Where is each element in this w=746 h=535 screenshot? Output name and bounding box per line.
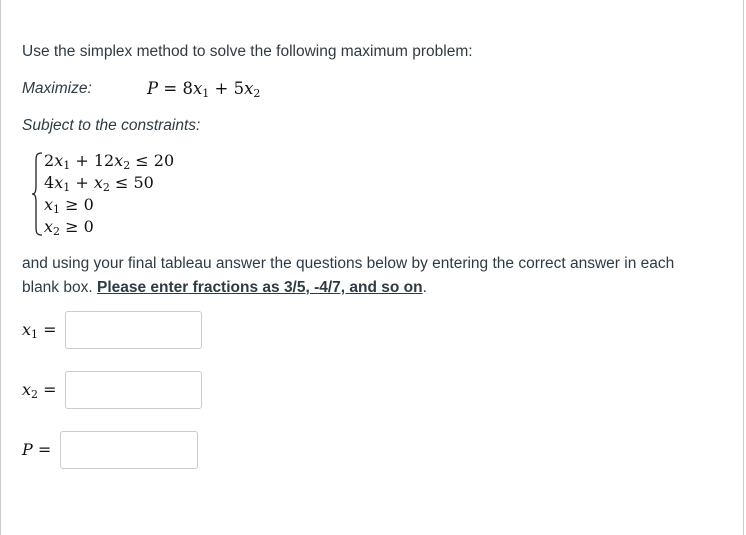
answer-row-p [22, 431, 212, 469]
intro-text: Use the simplex method to solve the following maximum problem: [22, 43, 473, 60]
constraint-1: $2x_1 + 12x_2 \le 20$ [44, 151, 175, 172]
subject-label: Subject to the constraints: [22, 117, 201, 134]
answer-row-x2 [22, 371, 212, 409]
answer-label-x1: $x_1$ = [22, 320, 57, 341]
x2-answer-input[interactable] [65, 371, 202, 409]
answer-label-p: P = [22, 440, 52, 459]
constraint-3: $x_1 \ge 0$ [44, 195, 94, 216]
p-answer-input[interactable] [60, 431, 198, 469]
fraction-format-link[interactable]: Please enter fractions as 3/5, -4/7, and so on [96, 279, 423, 296]
answer-row-x1 [22, 311, 212, 349]
objective-function: $P = 8x_1 + 5x_2$ [147, 79, 261, 100]
x1-answer-input[interactable] [65, 311, 202, 349]
instructions-paragraph: and using your final tableau answer the questions below by entering the correct answer in each blank box. Please enter fractions as 3/5, -4/7, and so on. [22, 255, 675, 296]
constraint-2: $4x_1 + x_2 \le 50$ [44, 173, 154, 194]
constraint-brace-icon [31, 152, 43, 236]
constraint-4: $x_2 \ge 0$ [44, 217, 94, 238]
maximize-label: Maximize: [22, 80, 92, 97]
answer-label-x2: $x_2$ = [22, 380, 57, 401]
